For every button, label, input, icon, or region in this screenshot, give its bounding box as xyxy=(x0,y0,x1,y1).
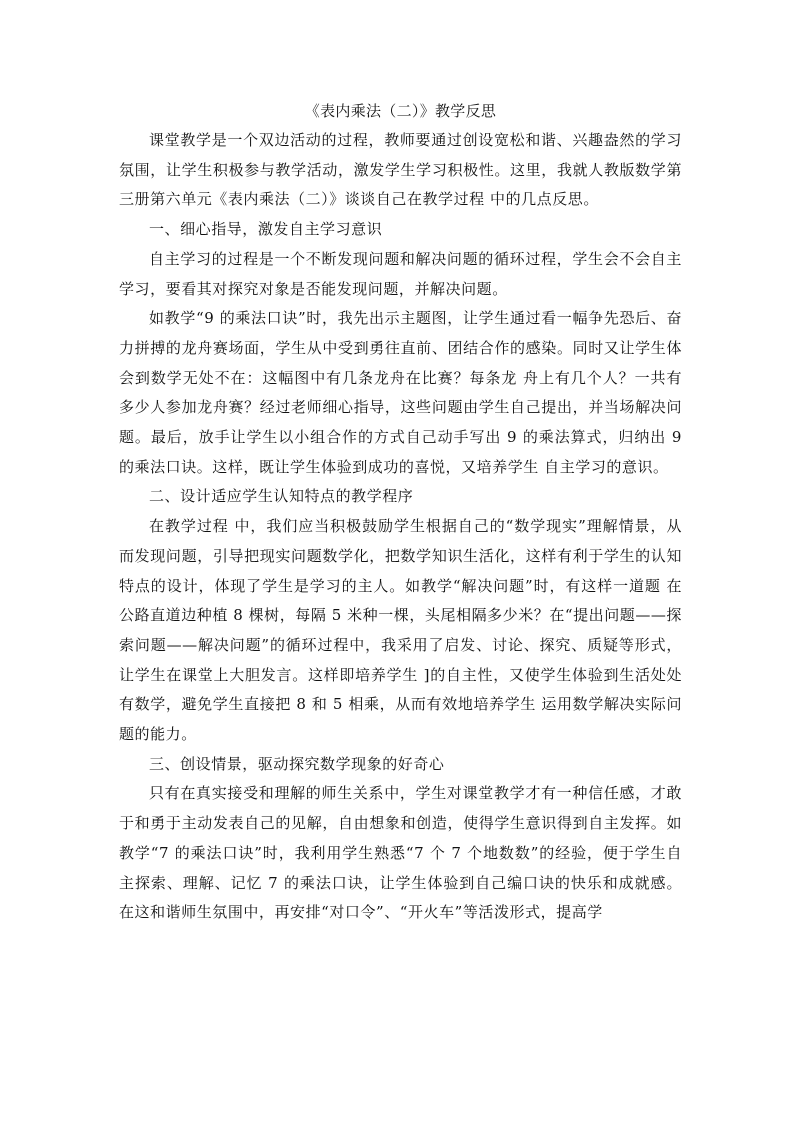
intro-paragraph: 课堂教学是一个双边活动的过程，教师要通过创设宽松和谐、兴趣盎然的学习氛围，让学生积极参与教学活动，激发学生学习积极性。这里，我就人教版数学第三册第六单元《表内乘法（二）》谈谈自己在教学过程 中的几点反思。 xyxy=(119,131,682,209)
section-1-heading: 一、细心指导，激发自主学习意识 xyxy=(149,220,383,239)
section-3-paragraph-1: 只有在真实接受和理解的师生关系中，学生对课堂教学才有一种信任感，才敢于和勇于主动发表自己的见解，自由想象和创造，使得学生意识得到自主发挥。如教学“7 的乘法口诀”时，我利用学生熟悉“7 个 7 个地数数”的经验，便于学生自主探索、理解、记忆 7 的乘法口诀，让学生体验到自己编口诀的快乐和成就感。在这和谐师生氛围中，再安排“对口令”、“开火车”等活泼形式，提高学 xyxy=(119,784,682,922)
section-3-heading: 三、创设情景，驱动探究数学现象的好奇心 xyxy=(149,754,445,773)
section-2-paragraph-1: 在教学过程 中，我们应当积极鼓励学生根据自己的“数学现实”理解情景，从而发现问题，引导把现实问题数学化，把数学知识生活化，这样有利于学生的认知特点的设计，体现了学生是学习的主人。如教学“解决问题”时，有这样一道题 在公路直道边种植 8 棵树，每隔 5 米种一棵，头尾相隔多少米？在“提出问题——探索问题——解决问题”的循环过程中，我采用了启发、讨论、探究、质疑等形式，让学生在课堂上大胆发言。这样即培养学生 ]的自主性，又使学生体验到生活处处有数学，避免学生直接把 8 和 5 相乘，从而有效地培养学生 运用数学解决实际问题的能力。 xyxy=(119,517,682,744)
section-2-heading: 二、设计适应学生认知特点的教学程序 xyxy=(149,487,414,506)
section-1-paragraph-1: 自主学习的过程是一个不断发现问题和解决问题的循环过程，学生会不会自主学习，要看其对探究对象是否能发现问题，并解决问题。 xyxy=(119,249,682,298)
document-body xyxy=(119,97,682,928)
section-1-paragraph-2: 如教学“9 的乘法口诀”时，我先出示主题图，让学生通过看一幅争先恐后、奋力拼搏的龙舟赛场面，学生从中受到勇往直前、团结合作的感染。同时又让学生体会到数学无处不在：这幅图中有几条龙舟在比赛？每条龙 舟上有几个人？一共有多少人参加龙舟赛？经过老师细心指导，这些问题由学生自己提出，并当场解决问题。最后，放手让学生以小组合作的方式自己动手写出 9 的乘法算式，归纳出 9 的乘法口诀。这样，既让学生体验到成功的喜悦，又培养学生 自主学习的意识。 xyxy=(119,309,682,476)
document-title: 《表内乘法（二）》教学反思 xyxy=(304,102,497,120)
